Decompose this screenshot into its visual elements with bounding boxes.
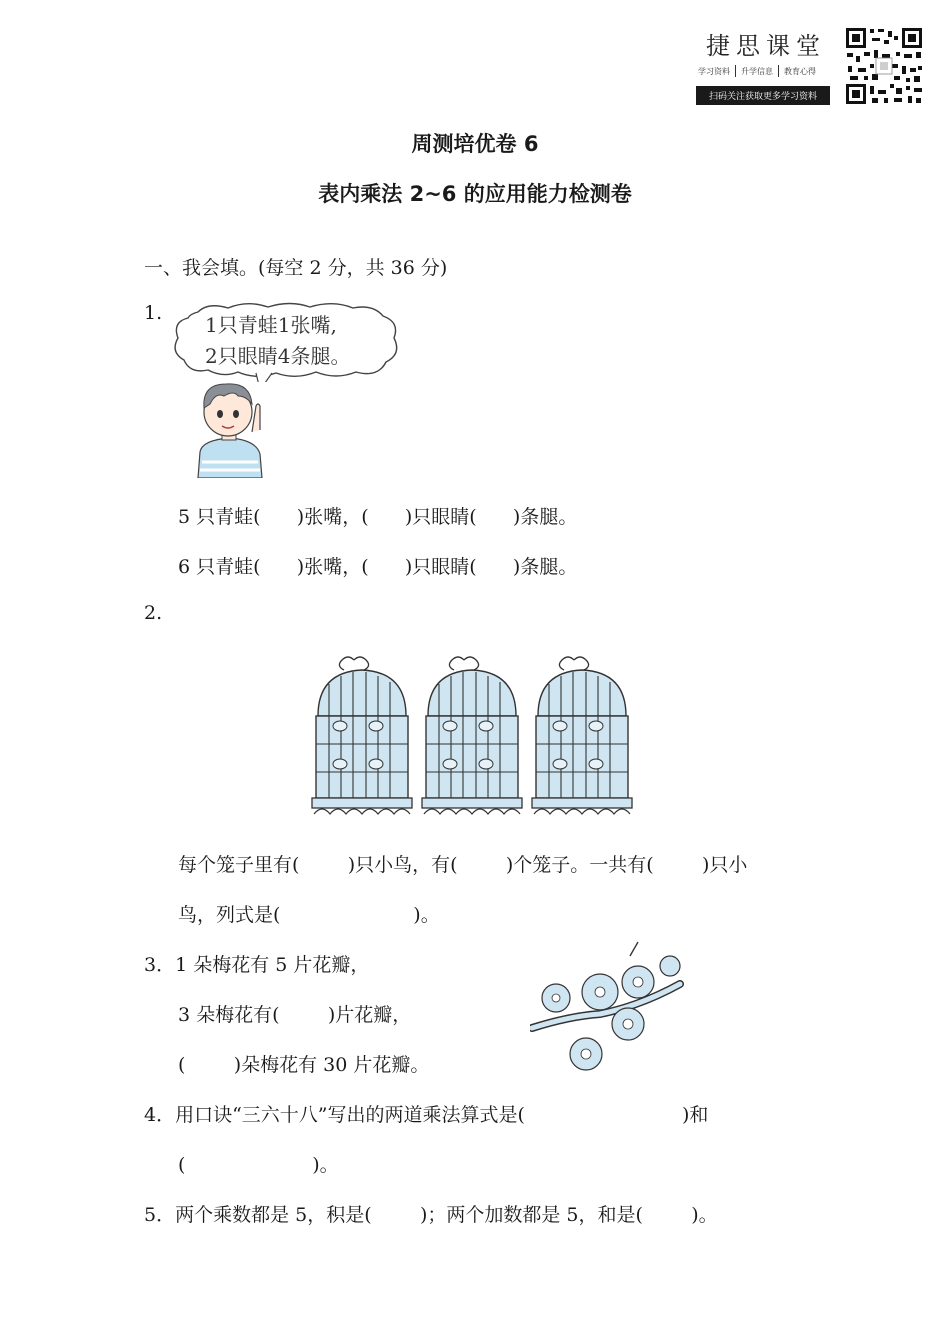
bubble-line-1: 1只青蛙1张嘴, xyxy=(205,313,337,337)
page-subtitle: 表内乘法 2~6 的应用能力检测卷 xyxy=(318,182,632,206)
q1-line-2: 6 只青蛙( )张嘴，( )只眼睛( )条腿。 xyxy=(178,556,578,578)
page-title: 周测培优卷 6 xyxy=(411,132,539,156)
brand-tags xyxy=(698,65,816,77)
boy-illustration xyxy=(190,374,270,478)
q3-line-2: 3 朵梅花有( )片花瓣， xyxy=(178,1004,412,1026)
question-number: 2. xyxy=(144,602,163,624)
brand-banner: 扫码关注获取更多学习资料 xyxy=(696,86,830,105)
plum-blossom-illustration xyxy=(530,936,690,1076)
q2-line-1: 每个笼子里有( )只小鸟，有( )个笼子。一共有( )只小 xyxy=(178,854,748,876)
q1-line-1: 5 只青蛙( )张嘴，( )只眼睛( )条腿。 xyxy=(178,506,578,528)
question-number: 1. xyxy=(144,302,163,324)
q5-line-1: 5．两个乘数都是 5，积是( )；两个加数都是 5，和是( )。 xyxy=(144,1204,718,1226)
section-heading: 一、我会填。(每空 2 分，共 36 分) xyxy=(144,257,448,279)
q4-line-2: ( )。 xyxy=(178,1154,339,1176)
q3-line-1: 3．1 朵梅花有 5 片花瓣， xyxy=(144,954,370,976)
q4-line-1: 4．用口诀“三六十八”写出的两道乘法算式是( )和 xyxy=(144,1104,709,1126)
q2-line-2: 鸟，列式是( )。 xyxy=(178,904,440,926)
bubble-line-2: 2只眼睛4条腿。 xyxy=(205,344,351,368)
brand-name: 捷思课堂 xyxy=(706,32,826,60)
brand-tag: 教育心得 xyxy=(784,66,816,76)
birdcages-illustration xyxy=(308,654,638,826)
q3-line-3: ( )朵梅花有 30 片花瓣。 xyxy=(178,1054,430,1076)
brand-tag: 升学信息 xyxy=(741,66,773,76)
qr-code-icon[interactable] xyxy=(844,26,924,106)
brand-tag: 学习资料 xyxy=(698,66,730,76)
